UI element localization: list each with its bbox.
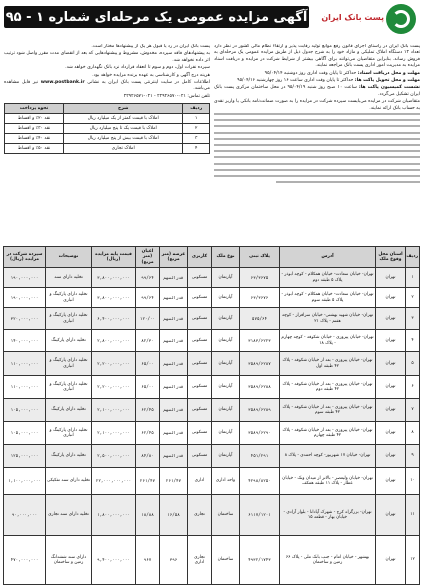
website-text-end: نیز قابل مشاهده می‌باشد. (4, 80, 210, 92)
cell-usage: اداری (188, 468, 212, 495)
envelopes-deadline (214, 78, 420, 84)
cell-province: تهران (376, 268, 406, 288)
cell-property-type: آپارتمان (212, 352, 240, 376)
cell-registration-plate: ۵۷۵/۶۴ (240, 308, 280, 330)
payment-terms-table (4, 103, 210, 154)
cell-registration-plate: ۳۵۸۹/۶۲۸۹ (240, 399, 280, 422)
cell-row-number: ۱ (406, 268, 420, 288)
table-row (4, 288, 420, 308)
cell-row-number: ۱۱ (406, 495, 420, 536)
cell-building-area: ۶۲/۴۵ (136, 399, 160, 422)
table-row (4, 330, 420, 352)
table-row (4, 468, 420, 495)
cell-base-price: ۲,۸۰۰,۰۰۰,۰۰۰ (92, 330, 136, 352)
commission-session (214, 85, 420, 98)
cell-registration-plate: ۳۵۸۹/۶۲۹۰ (240, 422, 280, 445)
payment-terms-cell: نقد ۲۰٪ و اقساط (5, 114, 64, 124)
cell-building-area: ۲۶۱/۴۷ (136, 468, 160, 495)
cell-registration-plate: ۴۹۳۲/۱۷۴۳ (240, 536, 280, 585)
cell-deposit: ۱۴۰,۰۰۰,۰۰۰ (4, 330, 46, 352)
cell-base-price: ۲,۱۰۰,۰۰۰,۰۰۰ (92, 422, 136, 445)
payment-terms-cell: املاک با قیمت یک تا پنج میلیارد ریال (64, 124, 183, 134)
cell-usage: مسکونی (188, 399, 212, 422)
payment-terms-cell: ۱ (183, 114, 210, 124)
cell-property-type: آپارتمان (212, 422, 240, 445)
payment-terms-cell: نقد ۴۰٪ و اقساط (5, 134, 64, 144)
cell-row-number: ۳ (406, 308, 420, 330)
header-notes: توضیحات (46, 247, 92, 268)
cell-province: تهران (376, 468, 406, 495)
cell-property-type: آپارتمان (212, 330, 240, 352)
cell-address: تهران- خیابان شهید بهشتی- خیابان سرافراز - کوچه هفتم - پلاک ۲۱ (280, 308, 376, 330)
cell-deposit: ۱۹۰,۰۰۰,۰۰۰ (4, 268, 46, 288)
table-row (4, 376, 420, 399)
cell-land-area: قدرالسهم (160, 376, 188, 399)
cell-address: تهران- خیابان پیروزی - بعد از خیابان شکوفه - پلاک ۴۲ طبقه اول (280, 352, 376, 376)
cell-property-type: ساختمان (212, 495, 240, 536)
header-address: آدرس (280, 247, 376, 268)
cell-deposit: ۱۲۵,۰۰۰,۰۰۰ (4, 445, 46, 468)
documents-deadline (214, 71, 420, 77)
header (4, 4, 420, 42)
cell-base-price: ۲,۲۰۰,۰۰۰,۰۰۰ (92, 376, 136, 399)
cell-notes: تخلیه دارای پارکینگ (46, 399, 92, 422)
cell-usage: مسکونی (188, 268, 212, 288)
documents-deadline-text: حداکثر تا پایان وقت اداری روز دوشنبه ۹۵/۰۴/۱۴ (264, 70, 357, 76)
contact-phone: تلفن تماس: ۰۲۱-۲۲۹۲۶۵۷۰ - ۰۲۱-۲۲۹۲۶۵۷۱ (123, 93, 210, 99)
cell-row-number: ۱۲ (406, 536, 420, 585)
cell-land-area: قدرالسهم (160, 308, 188, 330)
cell-property-type: آپارتمان (212, 308, 240, 330)
cell-province: تهران (376, 422, 406, 445)
cell-property-type: آپارتمان (212, 399, 240, 422)
cell-notes: تخلیه دارای پارکینگ و انباری (46, 422, 92, 445)
cell-address: تهران- خیابان پیروزی - بعد از خیابان شکوفه - پلاک ۴۲ طبقه سوم (280, 399, 376, 422)
header-registration-plate: پلاک ثبتی (240, 247, 280, 268)
cell-province: تهران (376, 495, 406, 536)
cell-land-area: قدرالسهم (160, 352, 188, 376)
properties-table-wrap (4, 246, 420, 572)
cell-land-area: قدرالسهم (160, 399, 188, 422)
table-row (4, 422, 420, 445)
cell-registration-plate: ۶۳/۳۶۷۶ (240, 288, 280, 308)
cell-address: تهران- خیابان پیروزی - خیابان شکوفه - کوچه چهارم - پلاک ۱۸ (280, 330, 376, 352)
body-text-lines (214, 113, 420, 183)
cell-base-price: ۱,۸۰۰,۰۰۰,۰۰۰ (92, 495, 136, 536)
header-base-price: قیمت پایه مزایده (ریال) (92, 247, 136, 268)
cell-registration-plate: ۶۳/۳۶۷۵ (240, 268, 280, 288)
header-property-type: نوع ملک (212, 247, 240, 268)
payment-terms-header-cell: شرح (64, 104, 183, 114)
cell-row-number: ۲ (406, 288, 420, 308)
cell-deposit: ۹۰,۰۰۰,۰۰۰ (4, 495, 46, 536)
payment-terms-row (5, 144, 210, 154)
commission-session-text: ساعت ۱۰ صبح روز شنبه ۹۵/۰۴/۱۹ در محل ساختمان مرکزی پست بانک ایران تشکیل می‌گردد. (214, 85, 420, 97)
condition-2: به پیشنهادهای فاقد سپرده، مخدوش، مشروط و پیشنهادهایی که بعد از انقضای مدت مقرر واصل شود ترتیب اثر داده نخواهد شد. (4, 51, 210, 63)
cell-building-area: ۶۲/۴۵ (136, 422, 160, 445)
cell-building-area: ۸۴/۸۰ (136, 445, 160, 468)
table-row (4, 399, 420, 422)
cell-land-area: ۲۶۱/۴۷ (160, 468, 188, 495)
cell-address: بهشهر - خیابان امام - جنب بانک ملی - پلاک ۶۶ زمین و ساختمان (280, 536, 376, 585)
cell-property-type: آپارتمان (212, 288, 240, 308)
header-land-area: عرصه (متر مربع) (160, 247, 188, 268)
cell-registration-plate: ۳۱۸۳/۶۲۲۳ (240, 330, 280, 352)
payment-terms-cell: نقد ۳۰٪ و اقساط (5, 124, 64, 134)
cell-building-area: ۱۲۰/۰۰ (136, 308, 160, 330)
cell-registration-plate: ۴۲۹۸/۸۲۵۰ (240, 468, 280, 495)
table-row (4, 445, 420, 468)
cell-row-number: ۷ (406, 399, 420, 422)
header-deposit: سپرده شرکت در مزایده (ریال) (4, 247, 46, 268)
payment-terms-cell: ۲ (183, 124, 210, 134)
cell-land-area: ۳۹۶ (160, 536, 188, 585)
documents-deadline-label: مهلت و محل دریافت اسناد: (357, 70, 420, 76)
cell-usage: مسکونی (188, 308, 212, 330)
payment-terms-row (5, 134, 210, 144)
properties-table (3, 246, 420, 585)
cell-building-area: ۹۹/۶۴ (136, 268, 160, 288)
cell-deposit: ۱۹۰,۰۰۰,۰۰۰ (4, 288, 46, 308)
table-row (4, 308, 420, 330)
cell-property-type: آپارتمان (212, 376, 240, 399)
condition-5 (4, 80, 210, 93)
cell-row-number: ۶ (406, 376, 420, 399)
payment-terms-header-cell: نحوه پرداخت (5, 104, 64, 114)
cell-province: تهران (376, 376, 406, 399)
cell-land-area: قدرالسهم (160, 288, 188, 308)
cell-building-area: ۹۶۷ (136, 536, 160, 585)
deposit-paragraph: متقاضیان شرکت در مزایده می‌بایست سپرده شرکت در مزایده را به صورت ضمانت‌نامه بانکی یا واریز نقدی به حساب بانک ارائه نمایند. (214, 99, 420, 111)
cell-base-price: ۲۲,۰۰۰,۰۰۰,۰۰۰ (92, 468, 136, 495)
cell-notes: تخلیه دارای پارکینگ و انباری (46, 352, 92, 376)
cell-property-type: آپارتمان (212, 268, 240, 288)
payment-terms-cell: املاک تجاری (64, 144, 183, 154)
cell-building-area: ۹۹/۶۴ (136, 288, 160, 308)
cell-building-area: ۱۸/۸۸ (136, 495, 160, 536)
cell-base-price: ۳,۸۰۰,۰۰۰,۰۰۰ (92, 288, 136, 308)
cell-notes: تخلیه دارای سند (46, 268, 92, 288)
cell-usage: مسکونی (188, 422, 212, 445)
cell-building-area: ۶۵/۰۰ (136, 376, 160, 399)
cell-usage: مسکونی (188, 352, 212, 376)
cell-province: تهران (376, 536, 406, 585)
cell-province: تهران (376, 445, 406, 468)
cell-base-price: ۶,۴۰۰,۰۰۰,۰۰۰ (92, 308, 136, 330)
cell-land-area: قدرالسهم (160, 330, 188, 352)
text-column-left (4, 44, 210, 240)
table-row (4, 536, 420, 585)
cell-land-area: قدرالسهم (160, 268, 188, 288)
cell-deposit: ۱۰۵,۰۰۰,۰۰۰ (4, 399, 46, 422)
condition-3: سپرده نفرات اول، دوم و سوم تا انعقاد قرارداد نزد بانک نگهداری خواهد شد. (65, 65, 210, 71)
cell-property-type: واحد اداری (212, 468, 240, 495)
condition-1: پست بانک ایران در رد یا قبول هر یک از پیشنهادها مختار است. (91, 44, 210, 49)
website-text: اطلاعات کامل در سایت اینترنتی پست بانک ایران به نشانی (87, 80, 210, 86)
cell-property-type: ساختمان (212, 536, 240, 585)
cell-land-area: ۱۶/۵۸ (160, 495, 188, 536)
cell-row-number: ۵ (406, 352, 420, 376)
cell-base-price: ۲,۵۰۰,۰۰۰,۰۰۰ (92, 445, 136, 468)
cell-usage: مسکونی (188, 376, 212, 399)
cell-base-price: ۲,۱۰۰,۰۰۰,۰۰۰ (92, 399, 136, 422)
cell-province: تهران (376, 330, 406, 352)
cell-base-price: ۹,۴۰۰,۰۰۰,۰۰۰ (92, 536, 136, 585)
cell-address: تهران- خیابان پیروزی - بعد از خیابان شکوفه - پلاک ۴۲ طبقه چهارم (280, 422, 376, 445)
payment-terms-cell: ۴ (183, 144, 210, 154)
intro-paragraph: پست بانک ایران در راستای اجرای قانون رفع موانع تولید رقابت پذیر و ارتقاء نظام مالی کشور در نظر دارد تعداد ۱۲ دستگاه املاک تملیکی و مازاد خود را به شرح جدول ذیل از طریق مزایده عمومی یک مرحله‌ای به فروش رساند. بنابراین متقاضیان می‌توانند برای آگاهی بیشتر از شرایط شرکت در مزایده و دریافت اسناد مزایده به مدیریت امور اداری پست بانک مراجعه نمایند. (214, 44, 420, 69)
cell-registration-plate: ۶۱۱۷/۱۲۰۱ (240, 495, 280, 536)
cell-row-number: ۱۰ (406, 468, 420, 495)
payment-terms-header-row (5, 104, 210, 114)
cell-deposit: ۳۲۰,۰۰۰,۰۰۰ (4, 308, 46, 330)
payment-terms-row (5, 114, 210, 124)
table-row (4, 352, 420, 376)
table-row (4, 495, 420, 536)
cell-province: تهران (376, 352, 406, 376)
cell-address: تهران- خیابان پیروزی - بعد از خیابان شکوفه - پلاک ۴۲ طبقه دوم (280, 376, 376, 399)
cell-base-price: ۳,۸۰۰,۰۰۰,۰۰۰ (92, 268, 136, 288)
payment-terms-cell: املاک با قیمت کمتر از یک میلیارد ریال (64, 114, 183, 124)
envelopes-deadline-label: مهلت و محل تحویل پاکت ها: (354, 78, 420, 84)
ad-title: آگهی مزایده عمومی یک مرحله‌ای شماره ۱ - ۹۵ (4, 6, 309, 28)
cell-province: تهران (376, 399, 406, 422)
condition-4: هزینه درج آگهی و کارشناسی به عهده برنده مزایده خواهد بود. (92, 72, 210, 78)
cell-row-number: ۴ (406, 330, 420, 352)
cell-usage: مسکونی (188, 445, 212, 468)
cell-notes: تخلیه دارای پارکینگ و انباری (46, 376, 92, 399)
header-usage: کاربری (188, 247, 212, 268)
cell-base-price: ۲,۲۰۰,۰۰۰,۰۰۰ (92, 352, 136, 376)
cell-registration-plate: ۳۵۸۹/۶۲۸۸ (240, 376, 280, 399)
cell-notes: تخلیه دارای سند تفکیکی (46, 468, 92, 495)
cell-usage: مسکونی (188, 288, 212, 308)
cell-notes: تخلیه دارای پارکینگ (46, 330, 92, 352)
cell-registration-plate: ۳۵۸۹/۶۲۸۷ (240, 352, 280, 376)
payment-terms-header-cell: ردیف (183, 104, 210, 114)
cell-building-area: ۶۵/۰۰ (136, 352, 160, 376)
text-column-right (214, 44, 420, 240)
header-building-area: اعیان (متر مربع) (136, 247, 160, 268)
header-province: استان محل وقوع ملک (376, 247, 406, 268)
table-row (4, 268, 420, 288)
ad-body-text (4, 44, 420, 244)
cell-address: تهران- خیابان ۱۷ شهریور- کوچه احمدی - پلاک ۸ (280, 445, 376, 468)
website-link[interactable]: www.postbank.ir (40, 80, 85, 86)
payment-terms-cell: ۳ (183, 134, 210, 144)
properties-header-row (4, 247, 420, 268)
header-row-number: ردیف (406, 247, 420, 268)
cell-row-number: ۸ (406, 422, 420, 445)
cell-address: تهران- خیابان سعادت- خیابان همکلام - کوچه ابوذر - پلاک ۵ طبقه دوم (280, 268, 376, 288)
envelopes-deadline-text: حداکثر تا پایان وقت اداری ساعت ۱۶ روز چهارشنبه ۹۵/۰۴/۱۶ (237, 78, 354, 84)
cell-land-area: قدرالسهم (160, 445, 188, 468)
cell-province: تهران (376, 288, 406, 308)
payment-terms-cell: نقد ۵۰٪ و اقساط (5, 144, 64, 154)
cell-deposit: ۱,۱۰۰,۰۰۰,۰۰۰ (4, 468, 46, 495)
cell-row-number: ۹ (406, 445, 420, 468)
cell-land-area: قدرالسهم (160, 422, 188, 445)
cell-address: تهران- بزرگراه کرج - شهرک آپادانا - بلوار آزادی - خیابان بهار - قطعه ۱۵ (280, 495, 376, 536)
payment-terms-cell: املاک با قیمت بیش از پنج میلیارد ریال (64, 134, 183, 144)
cell-address: تهران- خیابان ولیعصر - بالاتر از میدان ونک - خیابان عطار - پلاک ۱۱ طبقه همکف (280, 468, 376, 495)
post-bank-logo-icon (386, 4, 416, 34)
cell-building-area: ۸۲/۳۰ (136, 330, 160, 352)
cell-deposit: ۴۷۰,۰۰۰,۰۰۰ (4, 536, 46, 585)
bank-logo (316, 4, 420, 40)
cell-notes: تخلیه دارای پارکینگ و انباری (46, 288, 92, 308)
cell-notes: دارای سند ششدانگ زمین و ساختمان (46, 536, 92, 585)
payment-terms-row (5, 124, 210, 134)
cell-property-type: آپارتمان (212, 445, 240, 468)
cell-notes: تخلیه دارای سند تجاری (46, 495, 92, 536)
commission-session-label: نشست کمیسیون پاکت ها: (358, 85, 420, 91)
cell-deposit: ۱۰۵,۰۰۰,۰۰۰ (4, 422, 46, 445)
cell-deposit: ۱۱۰,۰۰۰,۰۰۰ (4, 352, 46, 376)
cell-deposit: ۱۱۰,۰۰۰,۰۰۰ (4, 376, 46, 399)
cell-usage: تجاری اداری (188, 536, 212, 585)
cell-usage: مسکونی (188, 330, 212, 352)
cell-province: تهران (376, 308, 406, 330)
cell-address: تهران- خیابان سعادت- خیابان همکلام - کوچه ابوذر - پلاک ۵ طبقه سوم (280, 288, 376, 308)
cell-usage: تجاری (188, 495, 212, 536)
cell-registration-plate: ۴۵۱/۲۹۱ (240, 445, 280, 468)
cell-notes: تخلیه دارای پارکینگ (46, 445, 92, 468)
cell-notes: تخلیه دارای پارکینگ و انباری (46, 308, 92, 330)
logo-text: پست بانک ایران (321, 13, 384, 22)
